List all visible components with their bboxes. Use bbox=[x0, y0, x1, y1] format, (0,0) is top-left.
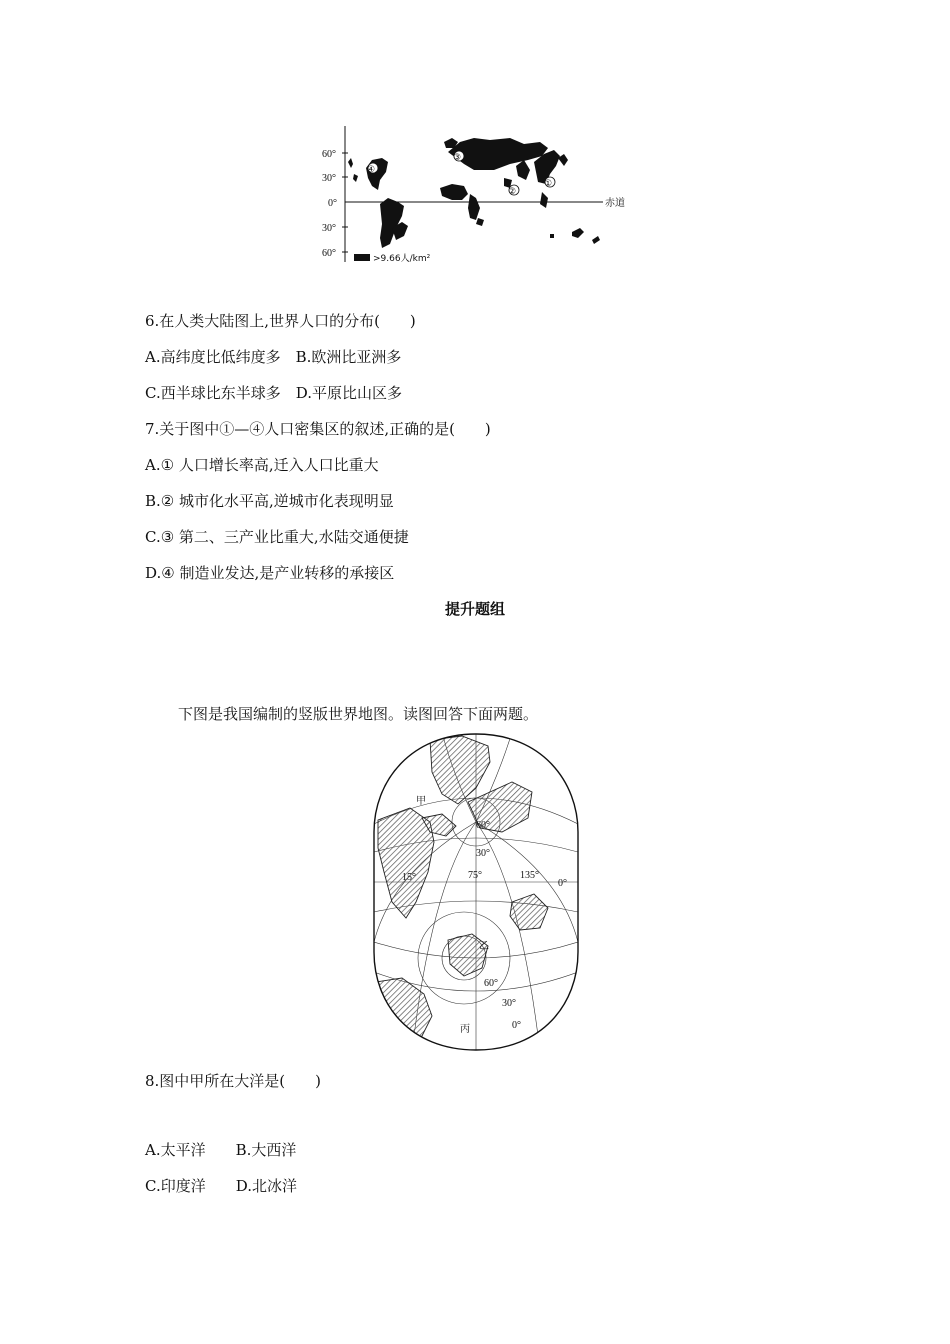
q7-option-b: B.② 城市化水平高,逆城市化表现明显 bbox=[145, 492, 394, 510]
marker-4: ④ bbox=[367, 165, 376, 175]
label-lat30n: 30° bbox=[476, 848, 490, 859]
population-density-map bbox=[318, 122, 638, 272]
lat-label-0: 0° bbox=[328, 198, 337, 209]
label-jia: 甲 bbox=[416, 796, 426, 807]
lat-label-60n: 60° bbox=[322, 149, 336, 160]
section-title: 提升题组 bbox=[444, 600, 505, 618]
population-blobs bbox=[348, 138, 600, 248]
q6-options-ab: A.高纬度比低纬度多 B.欧洲比亚洲多 bbox=[145, 348, 402, 366]
label-bing: 丙 bbox=[460, 1024, 470, 1035]
q8-options-cd: C.印度洋 D.北冰洋 bbox=[145, 1177, 297, 1195]
vertical-world-map bbox=[372, 732, 580, 1052]
label-lon0: 0° bbox=[558, 878, 567, 889]
lat-label-60s: 60° bbox=[322, 248, 336, 259]
q7-option-c: C.③ 第二、三产业比重大,水陆交通便捷 bbox=[145, 528, 409, 546]
intro-text: 下图是我国编制的竖版世界地图。读图回答下面两题。 bbox=[178, 705, 539, 723]
label-lat60n: 60° bbox=[476, 820, 490, 831]
q7-option-a: A.① 人口增长率高,迁入人口比重大 bbox=[145, 456, 379, 474]
label-yi: 乙 bbox=[479, 941, 489, 952]
q6-options-cd: C.西半球比东半球多 D.平原比山区多 bbox=[145, 384, 402, 402]
lat-label-30s: 30° bbox=[322, 223, 336, 234]
marker-2: ② bbox=[508, 187, 517, 197]
label-lon75: 75° bbox=[468, 870, 482, 881]
marker-1: ① bbox=[544, 179, 553, 189]
legend-swatch bbox=[354, 254, 370, 261]
label-lat30s: 30° bbox=[502, 998, 516, 1009]
label-lon0b: 0° bbox=[512, 1020, 521, 1031]
q7-stem: 7.关于图中①—④人口密集区的叙述,正确的是( ) bbox=[145, 420, 491, 438]
continents bbox=[376, 736, 548, 1042]
q7-option-d: D.④ 制造业发达,是产业转移的承接区 bbox=[145, 564, 395, 582]
label-lon15: 15° bbox=[402, 872, 416, 883]
q6-stem: 6.在人类大陆图上,世界人口的分布( ) bbox=[145, 312, 416, 330]
label-lat60s: 60° bbox=[484, 978, 498, 989]
lat-label-30n: 30° bbox=[322, 173, 336, 184]
label-lon135: 135° bbox=[520, 870, 539, 881]
equator-label: 赤道 bbox=[605, 198, 625, 209]
marker-3: ③ bbox=[453, 153, 462, 163]
q8-options-ab: A.太平洋 B.大西洋 bbox=[145, 1141, 297, 1159]
q8-stem: 8.图中甲所在大洋是( ) bbox=[145, 1072, 322, 1090]
legend-label: >9.66人/km² bbox=[373, 254, 431, 264]
